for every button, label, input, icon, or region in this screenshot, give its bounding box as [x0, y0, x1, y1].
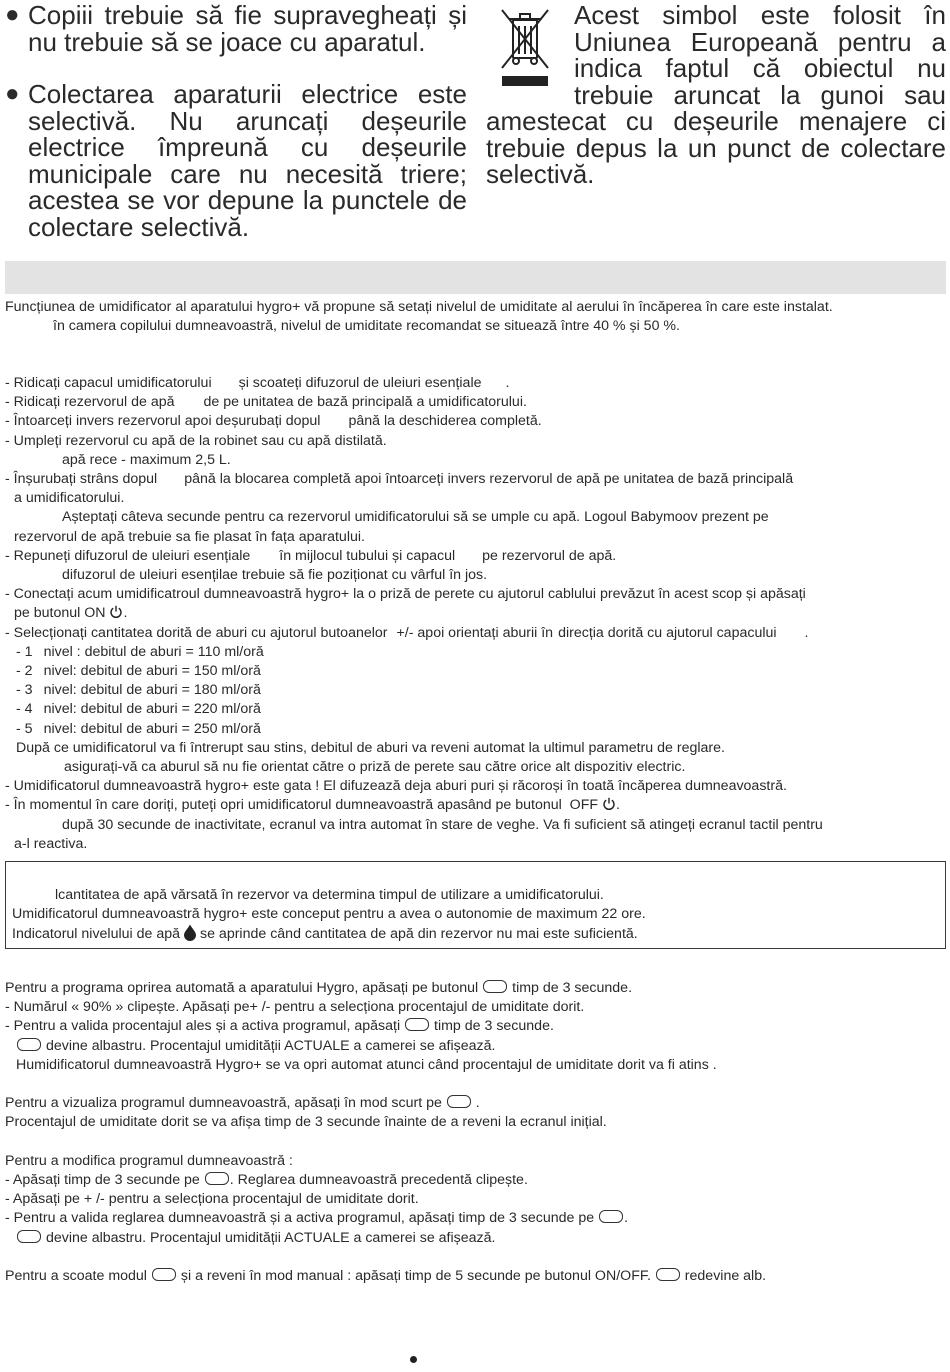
bullet-text: Copiii trebuie să fie supravegheați și nu trebuie să se joace cu aparatul. [28, 0, 467, 57]
program-button-icon [205, 1172, 229, 1185]
step-line: - Ridicați capacul umidificatorului și scoateți difuzorul de uleiuri esențiale . [5, 375, 510, 391]
step-line: - Întoarceți invers rezervorul apoi deșurubați dopul până la deschiderea completă. [5, 413, 542, 430]
intro-text [5, 298, 950, 336]
step-note: După ce umidificatorul va fi întrerupt sau stins, debitul de aburi va reveni automat la ultimul parametru de reglare. [16, 739, 725, 756]
step-line: - Umidificatorul dumneavoastră hygro+ este gata ! El difuzează deja aburi puri și răcoroși în toată încăperea dumneavoastră. [5, 778, 787, 795]
step-note: după 30 secunde de inactivitate, ecranul va intra automat în stare de veghe. Va fi suficient să atingeți ecranul tactil pentru [62, 816, 823, 833]
step-line: a umidificatorului. [14, 490, 125, 507]
level-item: - 3 nivel: debitul de aburi = 180 ml/oră [16, 682, 261, 699]
note-line: lcantitatea de apă vărsată în rezervor va determina timpul de utilizare a umidificatorului. [55, 887, 604, 903]
prog-line: devine albastru. Procentajul umidității ACTUALE a camerei se afișează. [5, 1037, 950, 1056]
prog-line: devine albastru. Procentajul umidității ACTUALE a camerei se afișează. [5, 1229, 950, 1248]
step-note: rezervorul de apă trebuie sa fie plasat în fața aparatului. [14, 528, 365, 545]
bullet-item [5, 81, 467, 240]
prog-line: Pentru a programa oprirea automată a aparatului Hygro, apăsați pe butonul timp de 3 secunde. [5, 980, 633, 996]
step-line: - Selecționați cantitatea dorită de aburi cu ajutorul butoanelor +/- apoi orientați aburii în direcția dorită cu ajutorul capacului . [5, 624, 809, 641]
bullet-text: Colectarea aparaturii electrice este selectivă. Nu aruncați deșeurile electrice împreună cu deșeurile municipale care nu necesită triere; acestea se vor depune la punctele de colectare selectivă. [28, 79, 467, 242]
warning-bullets [5, 2, 467, 266]
step-note: difuzorul de uleiuri esențilae trebuie să fie poziționat cu vârful în jos. [62, 567, 488, 584]
level-item: - 4 nivel: debitul de aburi = 220 ml/oră [16, 701, 261, 718]
program-section [5, 979, 950, 1286]
program-button-icon [152, 1268, 176, 1281]
step-note: Așteptați câteva secunde pentru ca rezervorul umidificatorului să se umple cu apă. Logoul Babymoov prezent pe [62, 509, 769, 526]
program-button-icon [17, 1038, 41, 1051]
bullet-dot: ● [5, 80, 20, 107]
prog-line: Humidificatorul dumneavoastră Hygro+ se va opri automat atunci când procentajul de umiditate dorit va fi atins . [16, 1056, 717, 1073]
level-item: - 5 nivel: debitul de aburi = 250 ml/oră [16, 720, 261, 737]
step-line: - Înșurubați strâns dopul până la blocarea completă apoi întoarceți invers rezervorul de apă pe unitatea de bază principală [5, 471, 794, 488]
intro-line: în camera copilului dumneavoastră, nivelul de umiditate recomandat se situează între 40 % și 50 %. [53, 318, 680, 335]
weee-text: Acest simbol este folosit în Uniunea Europeană pentru a indica faptul că obiectul nu trebuie aruncat la gunoi sau amestecat cu deșeurile menajere ci trebuie depus la un punct de colectare selectivă. [486, 0, 946, 189]
power-icon [602, 797, 616, 811]
prog-line: Pentru a scoate modul și a reveni în mod manual : apăsați timp de 5 secunde pe butonul ON/OFF. redevine alb. [5, 1268, 767, 1284]
prog-line: - Apăsați pe + /- pentru a selecționa procentajul de umiditate dorit. [5, 1191, 419, 1208]
program-button-icon [447, 1095, 471, 1108]
program-button-icon [656, 1268, 680, 1281]
note-line: Umidificatorul dumneavoastră hygro+ este conceput pentru a avea o autonomie de maximum 22 ore. [12, 906, 646, 923]
prog-line: Procentajul de umiditate dorit se va afișa timp de 3 secunde înainte de a reveni la ecranul inițial. [5, 1114, 607, 1131]
program-button-icon [599, 1210, 623, 1223]
usage-steps [5, 374, 950, 854]
prog-line: - Apăsați timp de 3 secunde pe . Reglarea dumneavoastră precedentă clipește. [5, 1172, 528, 1188]
level-item: - 2 nivel: debitul de aburi = 150 ml/oră [16, 663, 261, 680]
water-drop-icon [183, 924, 197, 941]
program-button-icon [17, 1230, 41, 1243]
prog-line: - Numărul « 90% » clipește. Apăsați pe+ /- pentru a selecționa procentajul de umiditate dorit. [5, 999, 585, 1016]
step-line: - Repuneți difuzorul de uleiuri esențiale în mijlocul tubului și capacul pe rezervorul de apă. [5, 547, 617, 564]
note-line: Indicatorul nivelului de apă se aprinde când cantitatea de apă din rezervor nu mai este suficientă. [12, 926, 638, 943]
section-header-band [5, 261, 946, 294]
step-line: - Ridicați rezervorul de apă de pe unitatea de bază principală a umidificatorului. [5, 394, 527, 411]
crossed-bin-icon [494, 6, 556, 90]
weee-paragraph [486, 2, 946, 188]
program-button-icon [405, 1018, 429, 1031]
intro-line: Funcțiunea de umidificator al aparatului hygro+ vă propune să setați nivelul de umiditate al aerului în încăperea în care este instalat. [5, 299, 833, 315]
power-icon [109, 605, 123, 619]
step-line: - Conectați acum umidificatroul dumneavoastră hygro+ la o priză de perete cu ajutorul cablului prevăzut în acest scop și apăsați [5, 586, 806, 603]
prog-line: - Pentru a valida reglarea dumneavoastră și a activa programul, apăsați timp de 3 secunde pe . [5, 1210, 629, 1227]
step-note: asigurați-vă ca aburul să nu fie orientat către o priză de perete sau către orice alt dispozitiv electric. [64, 759, 686, 776]
prog-line: Pentru a vizualiza programul dumneavoastră, apăsați în mod scurt pe . [5, 1095, 480, 1112]
level-item: - 1 nivel : debitul de aburi = 110 ml/oră [16, 643, 264, 660]
page-marker-dot [410, 1356, 417, 1363]
prog-line: - Pentru a valida procentajul ales și a activa programul, apăsați timp de 3 secunde. [5, 1018, 554, 1035]
step-line: - Umpleți rezervorul cu apă de la robinet sau cu apă distilată. [5, 432, 387, 449]
step-note: a-l reactiva. [14, 835, 88, 852]
autonomy-note-box [5, 861, 946, 949]
bullet-dot: ● [5, 1, 20, 28]
step-note: apă rece - maximum 2,5 L. [62, 451, 231, 468]
step-line: - În momentul în care doriți, puteți opri umidificatorul dumneavoastră apasând pe butonul OFF . [5, 797, 620, 814]
bullet-item [5, 2, 467, 55]
prog-line: Pentru a modifica programul dumneavoastră : [5, 1152, 293, 1169]
program-button-icon [483, 980, 507, 993]
step-line: pe butonul ON . [14, 605, 128, 622]
